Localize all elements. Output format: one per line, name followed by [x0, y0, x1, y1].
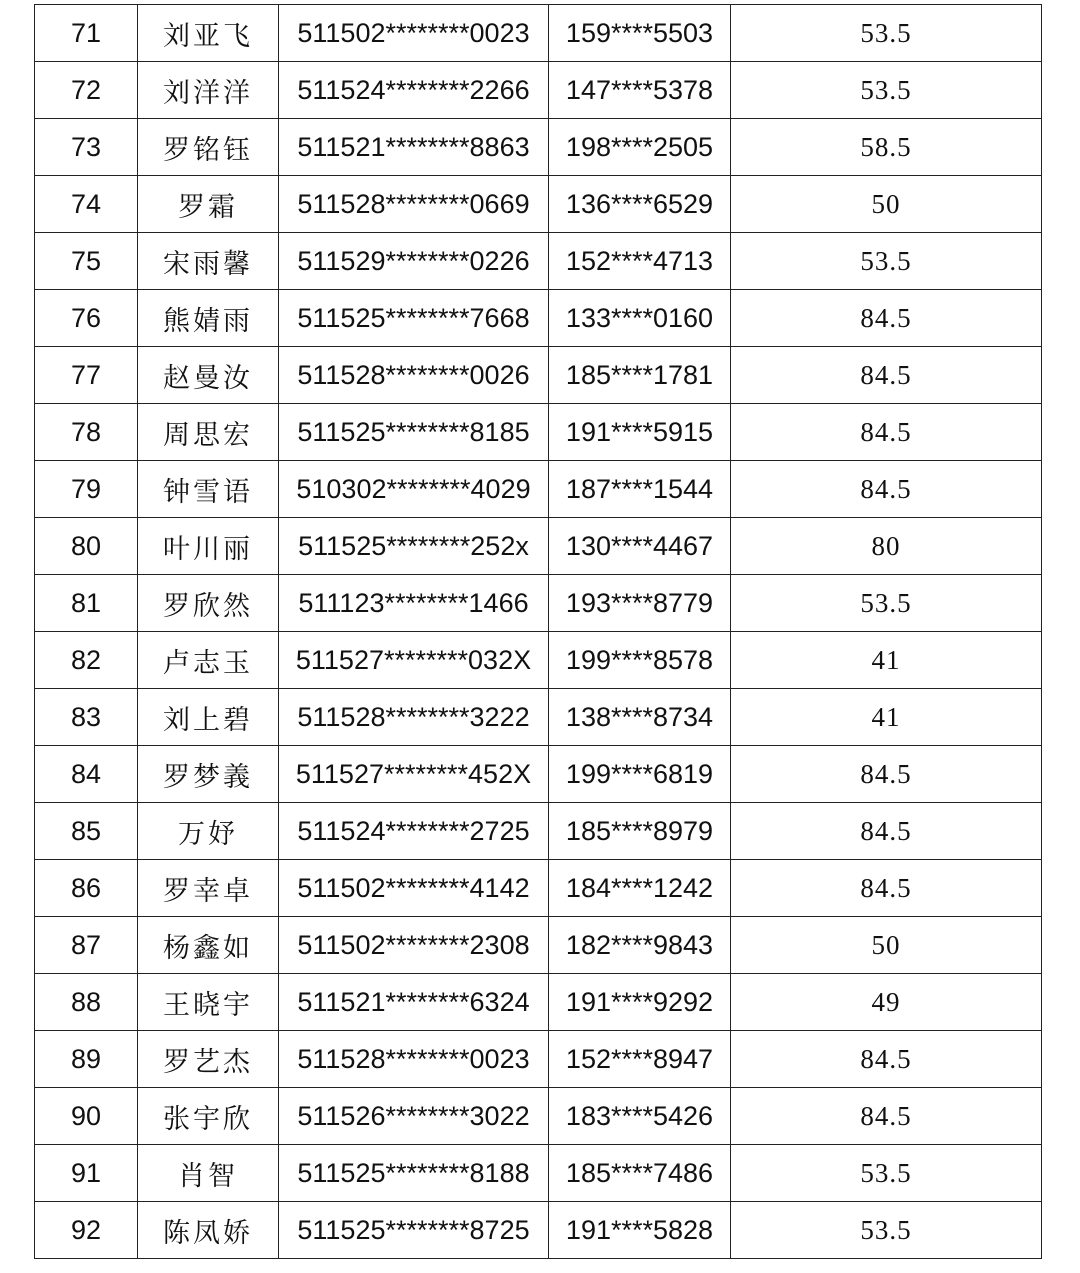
phone-number: 138****8734 [549, 689, 731, 746]
score: 41 [731, 632, 1042, 689]
person-name: 罗欣然 [138, 575, 279, 632]
score: 53.5 [731, 1202, 1042, 1259]
row-number: 89 [35, 1031, 138, 1088]
id-number: 511524********2266 [279, 62, 549, 119]
person-name: 赵曼汝 [138, 347, 279, 404]
person-name: 陈凤娇 [138, 1202, 279, 1259]
score: 84.5 [731, 461, 1042, 518]
score: 50 [731, 917, 1042, 974]
phone-number: 147****5378 [549, 62, 731, 119]
table-row [35, 1202, 1042, 1259]
score: 41 [731, 689, 1042, 746]
phone-number: 152****4713 [549, 233, 731, 290]
person-name: 罗艺杰 [138, 1031, 279, 1088]
person-name: 宋雨馨 [138, 233, 279, 290]
id-number: 511525********8185 [279, 404, 549, 461]
row-number: 79 [35, 461, 138, 518]
row-number: 77 [35, 347, 138, 404]
person-name: 罗幸卓 [138, 860, 279, 917]
score: 84.5 [731, 746, 1042, 803]
score: 53.5 [731, 62, 1042, 119]
table-row [35, 746, 1042, 803]
table-row [35, 1088, 1042, 1145]
row-number: 76 [35, 290, 138, 347]
score: 53.5 [731, 233, 1042, 290]
id-number: 511526********3022 [279, 1088, 549, 1145]
phone-number: 199****8578 [549, 632, 731, 689]
id-number: 511524********2725 [279, 803, 549, 860]
table-row [35, 689, 1042, 746]
id-number: 511502********2308 [279, 917, 549, 974]
row-number: 80 [35, 518, 138, 575]
score: 53.5 [731, 1145, 1042, 1202]
row-number: 91 [35, 1145, 138, 1202]
row-number: 81 [35, 575, 138, 632]
table-row [35, 119, 1042, 176]
phone-number: 182****9843 [549, 917, 731, 974]
row-number: 82 [35, 632, 138, 689]
score: 80 [731, 518, 1042, 575]
id-number: 511527********032X [279, 632, 549, 689]
row-number: 85 [35, 803, 138, 860]
id-number: 511529********0226 [279, 233, 549, 290]
score: 84.5 [731, 860, 1042, 917]
phone-number: 183****5426 [549, 1088, 731, 1145]
score: 50 [731, 176, 1042, 233]
person-name: 钟雪语 [138, 461, 279, 518]
phone-number: 198****2505 [549, 119, 731, 176]
id-number: 511528********0026 [279, 347, 549, 404]
id-number: 511525********8725 [279, 1202, 549, 1259]
row-number: 78 [35, 404, 138, 461]
phone-number: 130****4467 [549, 518, 731, 575]
person-name: 刘上碧 [138, 689, 279, 746]
id-number: 511521********8863 [279, 119, 549, 176]
score: 84.5 [731, 1088, 1042, 1145]
id-number: 511528********0669 [279, 176, 549, 233]
id-number: 511525********8188 [279, 1145, 549, 1202]
id-number: 511525********252x [279, 518, 549, 575]
table-row [35, 974, 1042, 1031]
person-name: 杨鑫如 [138, 917, 279, 974]
phone-number: 199****6819 [549, 746, 731, 803]
table-row [35, 803, 1042, 860]
score: 84.5 [731, 1031, 1042, 1088]
table-row [35, 575, 1042, 632]
id-number: 510302********4029 [279, 461, 549, 518]
score: 58.5 [731, 119, 1042, 176]
score: 84.5 [731, 404, 1042, 461]
row-number: 88 [35, 974, 138, 1031]
person-name: 刘亚飞 [138, 5, 279, 62]
table-row [35, 1031, 1042, 1088]
person-name: 肖智 [138, 1145, 279, 1202]
person-name: 万妤 [138, 803, 279, 860]
id-number: 511527********452X [279, 746, 549, 803]
phone-number: 185****7486 [549, 1145, 731, 1202]
phone-number: 187****1544 [549, 461, 731, 518]
id-number: 511525********7668 [279, 290, 549, 347]
row-number: 84 [35, 746, 138, 803]
id-number: 511528********3222 [279, 689, 549, 746]
table-row [35, 632, 1042, 689]
table-row [35, 290, 1042, 347]
person-name: 刘洋洋 [138, 62, 279, 119]
id-number: 511521********6324 [279, 974, 549, 1031]
table-row [35, 518, 1042, 575]
id-number: 511528********0023 [279, 1031, 549, 1088]
table-row [35, 62, 1042, 119]
phone-number: 185****1781 [549, 347, 731, 404]
row-number: 74 [35, 176, 138, 233]
row-number: 86 [35, 860, 138, 917]
table-row [35, 860, 1042, 917]
table-body [35, 5, 1042, 1259]
person-name: 王晓宇 [138, 974, 279, 1031]
row-number: 90 [35, 1088, 138, 1145]
score: 53.5 [731, 5, 1042, 62]
table-row [35, 176, 1042, 233]
person-name: 周思宏 [138, 404, 279, 461]
person-name: 熊婧雨 [138, 290, 279, 347]
row-number: 83 [35, 689, 138, 746]
person-name: 罗霜 [138, 176, 279, 233]
row-number: 92 [35, 1202, 138, 1259]
phone-number: 191****5915 [549, 404, 731, 461]
phone-number: 185****8979 [549, 803, 731, 860]
phone-number: 191****9292 [549, 974, 731, 1031]
person-name: 张宇欣 [138, 1088, 279, 1145]
id-number: 511502********4142 [279, 860, 549, 917]
phone-number: 193****8779 [549, 575, 731, 632]
person-name: 卢志玉 [138, 632, 279, 689]
phone-number: 191****5828 [549, 1202, 731, 1259]
id-number: 511502********0023 [279, 5, 549, 62]
phone-number: 133****0160 [549, 290, 731, 347]
score: 84.5 [731, 290, 1042, 347]
table-row [35, 461, 1042, 518]
phone-number: 152****8947 [549, 1031, 731, 1088]
person-name: 罗梦義 [138, 746, 279, 803]
row-number: 87 [35, 917, 138, 974]
table-row [35, 1145, 1042, 1202]
table-row [35, 917, 1042, 974]
phone-number: 184****1242 [549, 860, 731, 917]
row-number: 73 [35, 119, 138, 176]
row-number: 75 [35, 233, 138, 290]
score: 49 [731, 974, 1042, 1031]
row-number: 72 [35, 62, 138, 119]
id-number: 511123********1466 [279, 575, 549, 632]
score: 53.5 [731, 575, 1042, 632]
phone-number: 159****5503 [549, 5, 731, 62]
score: 84.5 [731, 347, 1042, 404]
row-number: 71 [35, 5, 138, 62]
table-row [35, 5, 1042, 62]
score-table [34, 4, 1042, 1259]
person-name: 罗铭钰 [138, 119, 279, 176]
person-name: 叶川丽 [138, 518, 279, 575]
phone-number: 136****6529 [549, 176, 731, 233]
table-row [35, 347, 1042, 404]
table-row [35, 404, 1042, 461]
score: 84.5 [731, 803, 1042, 860]
table-row [35, 233, 1042, 290]
